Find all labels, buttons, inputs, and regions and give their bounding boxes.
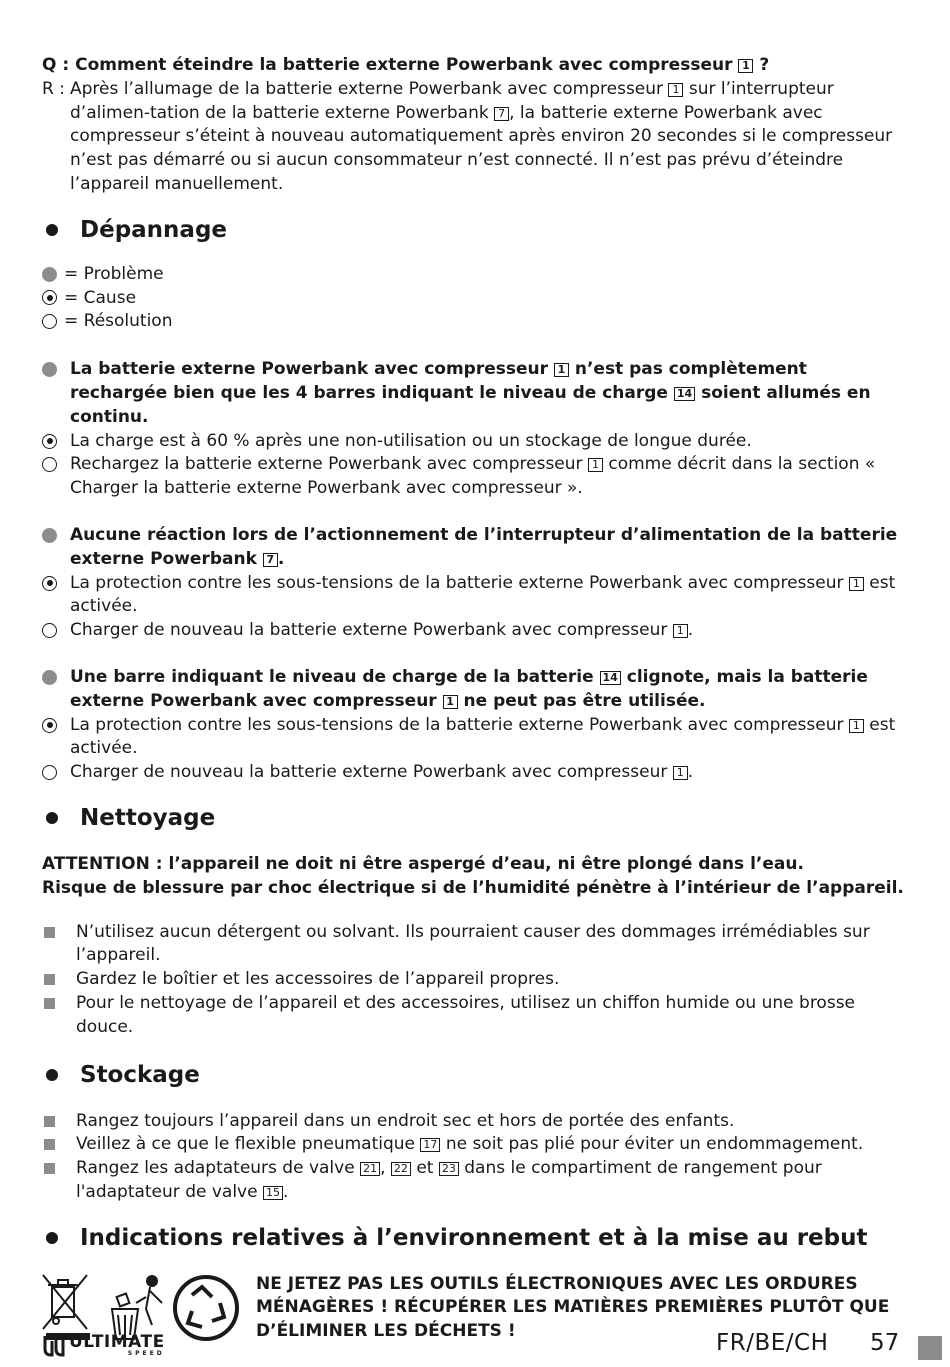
ref-box: 1 [588,458,603,472]
cause-row [42,714,908,762]
cause-text: La charge est à 60 % après une non-utilisation ou un stockage de longue durée. [70,430,752,451]
list-item [42,1110,908,1134]
ref-box: 17 [420,1138,440,1152]
list-item [42,968,908,992]
crossed-bin-icon [43,1275,87,1329]
solution-icon [42,457,57,472]
cause-row [42,572,908,620]
ref-box: 1 [673,766,688,780]
cause-row [42,430,908,454]
storage-list [42,1110,908,1205]
cause-icon [42,576,57,591]
ref-box: 22 [391,1162,411,1176]
cause-text: La protection contre les sous-tensions de la batterie externe Powerbank avec compresseur [70,572,844,593]
list-item-text: Pour le nettoyage de l’appareil et des accessoires, utilisez un chiffon humide ou une brosse douce. [76,992,856,1037]
question-label: Q : [42,55,70,75]
problem-row [42,358,908,429]
problem-icon [42,528,57,543]
brand-icon [42,1333,66,1357]
solution-text: Charger de nouveau la batterie externe Powerbank avec compresseur [70,762,668,783]
square-bullet-icon [44,1116,55,1127]
solution-icon [42,765,57,780]
problem-icon [42,670,57,685]
legend-label: = Cause [64,287,137,308]
solution-icon [42,623,57,638]
ref-box: 7 [494,107,509,121]
solution-row [42,619,908,643]
troubleshooting-legend [42,263,908,334]
heading-text: Indications relatives à l’environnement et à la mise au rebut [80,1224,868,1251]
footer-marker [918,1336,942,1360]
cause-text: La protection contre les sous-tensions de la batterie externe Powerbank avec compresseur [70,714,844,735]
list-item-text: Rangez les adaptateurs de valve [76,1158,355,1179]
ref-box: 1 [673,624,688,638]
question-text: Comment éteindre la batterie externe Powerbank avec compresseur [75,55,733,75]
problem-row [42,524,908,572]
heading-bullet-icon [46,224,58,236]
separator: et [416,1158,434,1179]
list-item-text: ne soit pas plié pour éviter un endommagement. [445,1134,864,1155]
section-heading-environnement [42,1223,908,1253]
legend-label: = Résolution [64,311,173,332]
ref-box: 1 [554,363,569,377]
answer-part: Après l’allumage de la batterie externe Powerbank avec compresseur [70,78,664,99]
problem-text: clignote, mais la batterie externe Powerbank avec compresseur [70,666,868,711]
heading-bullet-icon [46,1069,58,1081]
solution-text: . [687,762,694,783]
problem-text: ne peut pas être utilisée. [463,690,706,711]
solution-text: Rechargez la batterie externe Powerbank avec compresseur [70,454,583,475]
brand-subname: SPEED [127,1349,165,1357]
question-mark: ? [759,55,770,75]
faq-question [42,54,908,78]
solution-row [42,453,908,501]
problem-row [42,666,908,714]
cause-icon [42,434,57,449]
warning-line: Risque de blessure par choc électrique si de l’humidité pénètre à l’intérieur de l’appareil. [42,877,904,898]
section-heading-nettoyage [42,803,908,833]
square-bullet-icon [44,927,55,938]
legend-solution [42,310,908,334]
legend-label: = Problème [64,263,164,284]
solution-row [42,761,908,785]
cause-text: est activée. [70,714,896,759]
cleaning-list [42,921,908,1040]
disposal-notice: NE JETEZ PAS LES OUTILS ÉLECTRONIQUES AVEC LES ORDURES MÉNAGÈRES ! RÉCUPÉRER LES MATIÈRES PREMIÈRES PLUTÔT QUE D’ÉLIMINER LES DÉCHETS ! [256,1273,890,1342]
troubleshooting-item [42,666,908,785]
cause-text: est activée. [70,572,896,617]
page-content [42,54,908,1344]
solution-text: Charger de nouveau la batterie externe Powerbank avec compresseur [70,620,668,641]
square-bullet-icon [44,998,55,1009]
list-item [42,1157,908,1205]
ref-box: 7 [263,553,278,567]
answer-label: R : [42,78,65,99]
list-item [42,992,908,1040]
square-bullet-icon [44,1163,55,1174]
list-item-text: . [282,1181,289,1202]
recycle-icon [175,1277,237,1339]
problem-text: soient allumés en continu. [70,382,871,427]
list-item-text: Rangez toujours l’appareil dans un endroit sec et hors de portée des enfants. [76,1110,735,1131]
list-item-text: dans le compartiment de rangement pour l'adaptateur de valve [76,1158,822,1202]
warning-line: ATTENTION : l’appareil ne doit ni être aspergé d’eau, ni être plongé dans l’eau. [42,853,804,874]
heading-bullet-icon [46,1232,58,1244]
solution-text: . [687,620,694,641]
brand-name: ULTIMATE [69,1331,165,1352]
separator: , [380,1158,386,1179]
square-bullet-icon [44,974,55,985]
square-bullet-icon [44,1139,55,1150]
answer-part: , la batterie externe Powerbank avec compresseur s’éteint à nouveau automatiquement après environ 20 secondes si le compresseur n’est pas démarré ou si aucun consommateur n’est connecté. Il n’est pas prévu d’éteindre l’appareil manuellement. [70,102,893,194]
legend-problem [42,263,908,287]
ref-box: 15 [263,1186,283,1200]
problem-icon [42,267,57,282]
heading-text: Stockage [80,1061,200,1088]
answer-text [70,78,908,197]
list-item-text: Gardez le boîtier et les accessoires de l’appareil propres. [76,969,560,990]
ref-box: 14 [674,387,695,401]
ref-box: 1 [849,719,864,733]
faq-answer [42,78,908,197]
troubleshooting-item [42,524,908,643]
cause-icon [42,718,57,733]
problem-text: La batterie externe Powerbank avec compresseur [70,359,549,380]
ref-box: 23 [439,1162,459,1176]
heading-text: Dépannage [80,216,228,243]
problem-text: . [277,548,285,569]
heading-bullet-icon [46,812,58,824]
problem-text: n’est pas complètement rechargée bien que les 4 barres indiquant le niveau de charge [70,359,807,403]
ref-box: 1 [849,577,864,591]
ref-box: 1 [738,59,753,73]
answer-part: sur l’interrupteur d’alimen-tation de la batterie externe Powerbank [70,78,834,123]
solution-text: comme décrit dans la section « Charger la batterie externe Powerbank avec compresseur ». [70,454,876,499]
footer-language: FR/BE/CH [716,1330,829,1356]
heading-text: Nettoyage [80,804,216,831]
litter-bin-icon [112,1276,162,1339]
warning-notice [42,853,908,901]
problem-icon [42,362,57,377]
solution-icon [42,314,57,329]
list-item [42,1133,908,1157]
list-item-text: N’utilisez aucun détergent ou solvant. Ils pourraient causer des dommages irrémédiables sur l’appareil. [76,921,870,966]
brand-logo [42,1333,165,1357]
section-heading-depannage [42,215,908,245]
troubleshooting-item [42,358,908,501]
ref-box: 1 [443,695,458,709]
legend-cause [42,287,908,311]
cause-icon [42,290,57,305]
problem-text: Aucune réaction lors de l’actionnement de l’interrupteur d’alimentation de la batterie externe Powerbank [70,524,898,569]
list-item [42,921,908,969]
problem-text: Une barre indiquant le niveau de charge de la batterie [70,666,594,687]
ref-box: 1 [668,83,683,97]
list-item-text: Veillez à ce que le flexible pneumatique [76,1134,415,1155]
page-number: 57 [870,1330,900,1356]
ref-box: 14 [600,671,621,685]
section-heading-stockage [42,1060,908,1090]
ref-box: 21 [360,1162,380,1176]
